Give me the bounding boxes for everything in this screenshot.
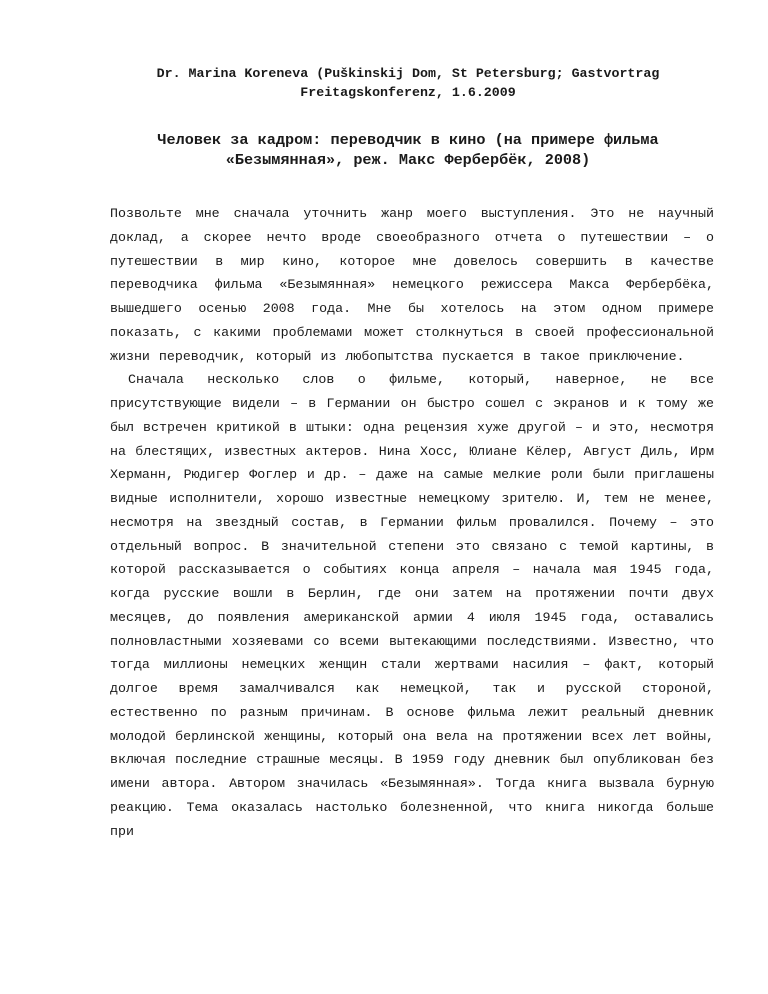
header-line-2: Freitagskonferenz, 1.6.2009 xyxy=(300,85,516,100)
paragraph-1: Позвольте мне сначала уточнить жанр моего выступления. Это не научный доклад, а скорее нечто вроде своеобразного отчета о путешествии – о путешествии в мир кино, которое мне довелось совершить в качестве переводчика фильма «Безымянная» немецкого режиссера Макса Фербербёка, вышедшего осенью 2008 года. Мне бы хотелось на этом одном примере показать, с какими проблемами может столкнуться в своей профессиональной жизни переводчик, который из любопытства пускается в такое приключение. xyxy=(110,206,714,364)
body-text xyxy=(110,202,714,843)
author-header xyxy=(100,64,716,102)
title-line-2: «Безымянная», реж. Макс Фербербёк, 2008) xyxy=(225,151,591,169)
document-title xyxy=(100,130,716,170)
header-line-1: Dr. Marina Koreneva (Puškinskij Dom, St Petersburg; Gastvortrag xyxy=(156,66,660,81)
title-line-1: Человек за кадром: переводчик в кино (на примере фильма xyxy=(157,131,659,149)
paragraph-2: Сначала несколько слов о фильме, который, наверное, не все присутствующие видели – в Германии он быстро сошел с экранов и к тому же был встречен критикой в штыки: одна рецензия хуже другой – и это, несмотря на блестящих, известных актеров. Нина Хосс, Юлиане Кёлер, Август Диль, Ирм Херманн, Рюдигер Фоглер и др. – даже на самые мелкие роли были приглашены видные исполнители, хорошо известные немецкому зрителю. И, тем не менее, несмотря на звездный состав, в Германии фильм провалился. Почему – это отдельный вопрос. В значительной степени это связано с темой картины, в которой рассказывается о событиях конца апреля – начала мая 1945 года, когда русские вошли в Берлин, где они затем на протяжении почти двух месяцев, до появления американской армии 4 июля 1945 года, оставались полновластными хозяевами со всеми вытекающими последствиями. Известно, что тогда миллионы немецких женщин стали жертвами насилия – факт, который долгое время замалчивался как немецкой, так и русской стороной, естественно по разным причинам. В основе фильма лежит реальный дневник молодой берлинской женщины, который она вела на протяжении всех лет войны, включая последние страшные месяцы. В 1959 году дневник был опубликован без имени автора. Автором значилась «Безымянная». Тогда книга вызвала бурную реакцию. Тема оказалась настолько болезненной, что книга никогда больше при xyxy=(110,372,714,839)
